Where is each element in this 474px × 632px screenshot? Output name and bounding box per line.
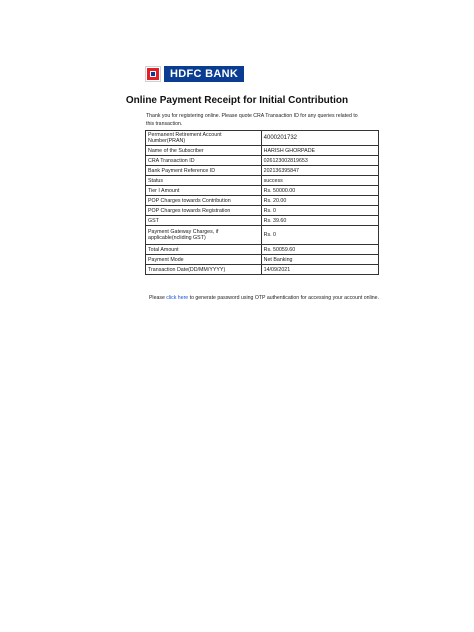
- row-value: HARISH GHORPADE: [261, 146, 378, 156]
- click-here-link[interactable]: click here: [166, 295, 189, 301]
- table-row: [146, 226, 379, 245]
- row-value: Rs. 20.00: [261, 196, 378, 206]
- row-label: Status: [146, 176, 262, 186]
- logo-text: HDFC BANK: [164, 66, 244, 82]
- row-label: Permanent Retirement Account Number(PRAN): [146, 131, 262, 146]
- row-value: Rs. 50000.00: [261, 186, 378, 196]
- table-row: [146, 186, 379, 196]
- row-label: Transaction Date(DD/MM/YYYY): [146, 265, 262, 275]
- row-value: Net Banking: [261, 255, 378, 265]
- row-value: 026123002819653: [261, 156, 378, 166]
- row-label: Tier I Amount: [146, 186, 262, 196]
- row-value: 4000201732: [261, 131, 378, 146]
- row-label: Payment Gateway Charges, if applicable(ncliding GST): [146, 226, 262, 245]
- row-label: Payment Mode: [146, 255, 262, 265]
- table-row: [146, 131, 379, 146]
- row-label: POP Charges towards Registration: [146, 206, 262, 216]
- table-row: [146, 166, 379, 176]
- row-label: Bank Payment Reference ID: [146, 166, 262, 176]
- footer-prefix: Please: [148, 295, 167, 301]
- row-value: success: [261, 176, 378, 186]
- table-row: [146, 156, 379, 166]
- row-value: 14/09/2021: [261, 265, 378, 275]
- row-value: 202136395847: [261, 166, 378, 176]
- receipt-table: [145, 130, 379, 275]
- row-value: Rs. 50059.60: [261, 245, 378, 255]
- row-label: Name of the Subscriber: [146, 146, 262, 156]
- table-row: [146, 265, 379, 275]
- table-row: [146, 245, 379, 255]
- row-label: CRA Transaction ID: [146, 156, 262, 166]
- row-label: GST: [146, 216, 262, 226]
- intro-text: Thank you for registering online. Please quote CRA Transaction ID for any queries related to this transaction.: [146, 113, 358, 127]
- row-value: Rs. 39.60: [261, 216, 378, 226]
- table-row: [146, 176, 379, 186]
- table-row: [146, 255, 379, 265]
- hdfc-bank-logo: [145, 66, 244, 82]
- table-row: [146, 196, 379, 206]
- row-label: POP Charges towards Contribution: [146, 196, 262, 206]
- row-value: Rs. 0: [261, 226, 378, 245]
- row-label: Total Amount: [146, 245, 262, 255]
- page-title: Online Payment Receipt for Initial Contribution: [125, 95, 349, 106]
- table-row: [146, 216, 379, 226]
- table-row: [146, 206, 379, 216]
- footer-note: [140, 293, 388, 303]
- hdfc-logo-icon: [145, 66, 161, 82]
- table-row: [146, 146, 379, 156]
- row-value: Rs. 0: [261, 206, 378, 216]
- footer-suffix: to generate password using OTP authentication for accessing your account online.: [188, 295, 380, 301]
